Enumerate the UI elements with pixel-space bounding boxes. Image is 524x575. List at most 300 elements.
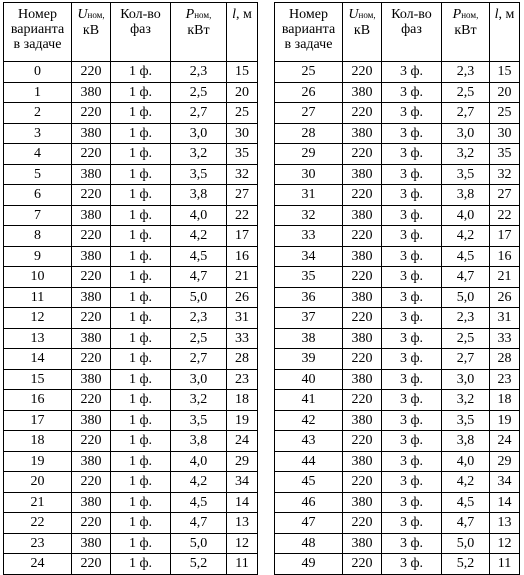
cell-left-variant: 13 [4, 328, 72, 349]
cell-left-length: 28 [227, 349, 258, 370]
table-row [4, 123, 520, 144]
cell-right-voltage: 380 [343, 82, 382, 103]
cell-left-power: 2,7 [171, 103, 227, 124]
cell-left-power: 4,7 [171, 267, 227, 288]
cell-right-length: 34 [490, 472, 520, 493]
cell-right-length: 16 [490, 246, 520, 267]
cell-left-phases: 1 ф. [111, 533, 171, 554]
cell-left-variant: 17 [4, 410, 72, 431]
cell-gap [258, 349, 275, 370]
cell-gap [258, 267, 275, 288]
table-row [4, 513, 520, 534]
cell-left-voltage: 380 [72, 164, 111, 185]
table-row [4, 328, 520, 349]
cell-right-length: 30 [490, 123, 520, 144]
table-row [4, 103, 520, 124]
cell-left-variant: 5 [4, 164, 72, 185]
cell-left-variant: 4 [4, 144, 72, 165]
header-row [4, 3, 520, 62]
cell-gap [258, 554, 275, 575]
cell-right-power: 2,3 [442, 62, 490, 83]
cell-gap [258, 103, 275, 124]
cell-right-variant: 44 [275, 451, 343, 472]
cell-right-power: 3,2 [442, 390, 490, 411]
cell-right-power: 3,0 [442, 369, 490, 390]
cell-left-power: 3,8 [171, 431, 227, 452]
cell-right-length: 23 [490, 369, 520, 390]
table-row [4, 287, 520, 308]
cell-right-length: 15 [490, 62, 520, 83]
cell-left-voltage: 380 [72, 492, 111, 513]
cell-right-length: 18 [490, 390, 520, 411]
cell-right-variant: 26 [275, 82, 343, 103]
cell-right-voltage: 380 [343, 328, 382, 349]
cell-left-variant: 20 [4, 472, 72, 493]
header-voltage-right: Uном, кВ [343, 3, 382, 62]
cell-left-phases: 1 ф. [111, 410, 171, 431]
cell-right-length: 26 [490, 287, 520, 308]
cell-gap [258, 82, 275, 103]
cell-right-power: 3,8 [442, 431, 490, 452]
table-row [4, 185, 520, 206]
cell-left-voltage: 220 [72, 349, 111, 370]
cell-gap [258, 185, 275, 206]
cell-left-power: 2,7 [171, 349, 227, 370]
cell-right-length: 21 [490, 267, 520, 288]
cell-gap [258, 451, 275, 472]
cell-left-voltage: 220 [72, 308, 111, 329]
cell-left-voltage: 220 [72, 390, 111, 411]
variants-table [3, 2, 520, 575]
cell-gap [258, 287, 275, 308]
header-power: Pном, кВт [171, 3, 227, 62]
cell-left-power: 2,3 [171, 62, 227, 83]
cell-right-voltage: 380 [343, 533, 382, 554]
cell-left-length: 14 [227, 492, 258, 513]
table-row [4, 62, 520, 83]
cell-right-length: 35 [490, 144, 520, 165]
cell-right-phases: 3 ф. [382, 123, 442, 144]
cell-left-phases: 1 ф. [111, 492, 171, 513]
cell-gap [258, 246, 275, 267]
cell-right-phases: 3 ф. [382, 308, 442, 329]
cell-left-variant: 24 [4, 554, 72, 575]
cell-left-variant: 16 [4, 390, 72, 411]
cell-right-length: 27 [490, 185, 520, 206]
cell-left-variant: 11 [4, 287, 72, 308]
cell-right-variant: 34 [275, 246, 343, 267]
cell-left-length: 26 [227, 287, 258, 308]
cell-right-length: 22 [490, 205, 520, 226]
cell-left-voltage: 380 [72, 82, 111, 103]
cell-left-power: 3,2 [171, 390, 227, 411]
cell-right-voltage: 380 [343, 369, 382, 390]
cell-right-length: 31 [490, 308, 520, 329]
cell-left-phases: 1 ф. [111, 246, 171, 267]
cell-right-variant: 38 [275, 328, 343, 349]
cell-gap [258, 205, 275, 226]
cell-right-variant: 43 [275, 431, 343, 452]
cell-right-phases: 3 ф. [382, 246, 442, 267]
header-phases: Кол-во фаз [111, 3, 171, 62]
cell-right-variant: 32 [275, 205, 343, 226]
cell-right-length: 33 [490, 328, 520, 349]
cell-right-voltage: 220 [343, 349, 382, 370]
cell-left-variant: 6 [4, 185, 72, 206]
header-variant-right: Номер варианта в задаче [275, 3, 343, 62]
cell-right-phases: 3 ф. [382, 267, 442, 288]
cell-left-length: 12 [227, 533, 258, 554]
cell-left-phases: 1 ф. [111, 267, 171, 288]
cell-left-length: 16 [227, 246, 258, 267]
cell-left-voltage: 380 [72, 287, 111, 308]
cell-left-voltage: 220 [72, 554, 111, 575]
cell-right-power: 4,0 [442, 451, 490, 472]
cell-left-length: 29 [227, 451, 258, 472]
table-row [4, 369, 520, 390]
cell-right-power: 3,8 [442, 185, 490, 206]
cell-right-voltage: 380 [343, 205, 382, 226]
cell-right-voltage: 380 [343, 164, 382, 185]
cell-left-power: 4,5 [171, 492, 227, 513]
cell-right-phases: 3 ф. [382, 431, 442, 452]
cell-right-power: 4,7 [442, 267, 490, 288]
cell-right-phases: 3 ф. [382, 62, 442, 83]
table-row [4, 533, 520, 554]
cell-right-phases: 3 ф. [382, 205, 442, 226]
cell-left-variant: 10 [4, 267, 72, 288]
cell-right-power: 2,7 [442, 349, 490, 370]
cell-right-phases: 3 ф. [382, 144, 442, 165]
cell-left-phases: 1 ф. [111, 185, 171, 206]
cell-right-length: 14 [490, 492, 520, 513]
cell-left-phases: 1 ф. [111, 554, 171, 575]
cell-left-power: 3,2 [171, 144, 227, 165]
cell-left-power: 2,5 [171, 328, 227, 349]
cell-right-length: 19 [490, 410, 520, 431]
cell-left-length: 11 [227, 554, 258, 575]
cell-left-variant: 1 [4, 82, 72, 103]
cell-gap [258, 533, 275, 554]
header-phases-right: Кол-во фаз [382, 3, 442, 62]
cell-gap [258, 431, 275, 452]
cell-left-phases: 1 ф. [111, 431, 171, 452]
cell-gap [258, 410, 275, 431]
cell-left-voltage: 220 [72, 185, 111, 206]
cell-left-voltage: 220 [72, 472, 111, 493]
cell-gap [258, 369, 275, 390]
cell-right-power: 5,2 [442, 554, 490, 575]
cell-left-variant: 18 [4, 431, 72, 452]
cell-left-length: 34 [227, 472, 258, 493]
cell-right-variant: 28 [275, 123, 343, 144]
cell-gap [258, 123, 275, 144]
cell-right-length: 28 [490, 349, 520, 370]
cell-right-voltage: 220 [343, 431, 382, 452]
cell-right-voltage: 220 [343, 554, 382, 575]
header-voltage: Uном, кВ [72, 3, 111, 62]
cell-left-voltage: 220 [72, 267, 111, 288]
cell-gap [258, 164, 275, 185]
cell-left-length: 15 [227, 62, 258, 83]
cell-left-phases: 1 ф. [111, 226, 171, 247]
cell-left-length: 25 [227, 103, 258, 124]
cell-gap [258, 390, 275, 411]
cell-right-variant: 41 [275, 390, 343, 411]
cell-right-variant: 25 [275, 62, 343, 83]
cell-left-power: 3,0 [171, 369, 227, 390]
cell-right-variant: 27 [275, 103, 343, 124]
cell-left-voltage: 220 [72, 103, 111, 124]
table-row [4, 410, 520, 431]
cell-gap [258, 144, 275, 165]
cell-left-voltage: 380 [72, 205, 111, 226]
cell-right-length: 12 [490, 533, 520, 554]
cell-gap [258, 62, 275, 83]
cell-left-voltage: 220 [72, 226, 111, 247]
cell-right-power: 2,5 [442, 82, 490, 103]
cell-left-power: 3,8 [171, 185, 227, 206]
cell-left-variant: 7 [4, 205, 72, 226]
cell-right-voltage: 380 [343, 287, 382, 308]
cell-right-variant: 29 [275, 144, 343, 165]
cell-left-variant: 2 [4, 103, 72, 124]
cell-left-voltage: 220 [72, 513, 111, 534]
cell-left-length: 30 [227, 123, 258, 144]
cell-right-phases: 3 ф. [382, 226, 442, 247]
cell-left-power: 4,2 [171, 226, 227, 247]
cell-right-variant: 40 [275, 369, 343, 390]
cell-right-phases: 3 ф. [382, 287, 442, 308]
cell-right-variant: 37 [275, 308, 343, 329]
cell-right-length: 25 [490, 103, 520, 124]
cell-left-voltage: 220 [72, 144, 111, 165]
cell-left-length: 17 [227, 226, 258, 247]
header-variant: Номер варианта в задаче [4, 3, 72, 62]
cell-left-phases: 1 ф. [111, 472, 171, 493]
cell-right-voltage: 220 [343, 513, 382, 534]
cell-right-voltage: 220 [343, 226, 382, 247]
cell-left-variant: 14 [4, 349, 72, 370]
cell-right-length: 17 [490, 226, 520, 247]
cell-right-voltage: 220 [343, 390, 382, 411]
cell-right-variant: 45 [275, 472, 343, 493]
cell-left-length: 13 [227, 513, 258, 534]
cell-right-power: 5,0 [442, 533, 490, 554]
cell-left-phases: 1 ф. [111, 62, 171, 83]
cell-right-length: 32 [490, 164, 520, 185]
cell-left-phases: 1 ф. [111, 390, 171, 411]
cell-right-power: 2,5 [442, 328, 490, 349]
cell-left-power: 4,0 [171, 451, 227, 472]
cell-right-phases: 3 ф. [382, 82, 442, 103]
cell-right-variant: 49 [275, 554, 343, 575]
cell-left-power: 3,0 [171, 123, 227, 144]
cell-right-variant: 35 [275, 267, 343, 288]
table-row [4, 82, 520, 103]
cell-left-length: 19 [227, 410, 258, 431]
cell-left-power: 2,5 [171, 82, 227, 103]
cell-right-phases: 3 ф. [382, 103, 442, 124]
cell-gap [258, 472, 275, 493]
cell-left-variant: 9 [4, 246, 72, 267]
cell-right-phases: 3 ф. [382, 328, 442, 349]
cell-left-variant: 8 [4, 226, 72, 247]
cell-left-length: 31 [227, 308, 258, 329]
table-row [4, 205, 520, 226]
cell-right-variant: 39 [275, 349, 343, 370]
cell-left-variant: 21 [4, 492, 72, 513]
cell-right-length: 13 [490, 513, 520, 534]
cell-right-power: 4,7 [442, 513, 490, 534]
cell-left-power: 5,2 [171, 554, 227, 575]
cell-left-phases: 1 ф. [111, 144, 171, 165]
cell-right-voltage: 380 [343, 246, 382, 267]
cell-left-variant: 23 [4, 533, 72, 554]
cell-right-variant: 46 [275, 492, 343, 513]
cell-right-power: 2,3 [442, 308, 490, 329]
cell-right-voltage: 380 [343, 492, 382, 513]
cell-gap [258, 492, 275, 513]
cell-right-voltage: 220 [343, 185, 382, 206]
table-row [4, 431, 520, 452]
cell-left-power: 3,5 [171, 164, 227, 185]
table-row [4, 349, 520, 370]
cell-left-power: 2,3 [171, 308, 227, 329]
cell-right-phases: 3 ф. [382, 410, 442, 431]
cell-left-variant: 0 [4, 62, 72, 83]
cell-left-voltage: 380 [72, 328, 111, 349]
cell-left-variant: 19 [4, 451, 72, 472]
cell-right-variant: 36 [275, 287, 343, 308]
cell-right-phases: 3 ф. [382, 513, 442, 534]
cell-right-power: 4,2 [442, 226, 490, 247]
cell-right-power: 3,2 [442, 144, 490, 165]
cell-right-voltage: 220 [343, 308, 382, 329]
cell-left-power: 4,5 [171, 246, 227, 267]
cell-left-voltage: 220 [72, 431, 111, 452]
cell-left-length: 21 [227, 267, 258, 288]
cell-left-power: 3,5 [171, 410, 227, 431]
cell-left-phases: 1 ф. [111, 205, 171, 226]
cell-left-phases: 1 ф. [111, 513, 171, 534]
cell-right-voltage: 380 [343, 123, 382, 144]
cell-gap [258, 308, 275, 329]
cell-left-power: 5,0 [171, 287, 227, 308]
cell-left-variant: 22 [4, 513, 72, 534]
cell-left-length: 22 [227, 205, 258, 226]
cell-left-power: 4,2 [171, 472, 227, 493]
cell-right-voltage: 220 [343, 62, 382, 83]
cell-right-length: 24 [490, 431, 520, 452]
cell-right-power: 3,0 [442, 123, 490, 144]
cell-right-phases: 3 ф. [382, 390, 442, 411]
cell-left-length: 33 [227, 328, 258, 349]
cell-right-power: 4,0 [442, 205, 490, 226]
cell-left-phases: 1 ф. [111, 308, 171, 329]
cell-right-voltage: 380 [343, 451, 382, 472]
table-row [4, 267, 520, 288]
cell-right-length: 29 [490, 451, 520, 472]
table-row [4, 246, 520, 267]
cell-left-phases: 1 ф. [111, 349, 171, 370]
cell-right-voltage: 220 [343, 267, 382, 288]
cell-right-voltage: 220 [343, 103, 382, 124]
cell-left-voltage: 220 [72, 62, 111, 83]
table-row [4, 451, 520, 472]
cell-right-power: 4,5 [442, 492, 490, 513]
cell-left-length: 20 [227, 82, 258, 103]
cell-left-phases: 1 ф. [111, 328, 171, 349]
cell-right-power: 3,5 [442, 410, 490, 431]
header-power-right: Pном, кВт [442, 3, 490, 62]
cell-right-phases: 3 ф. [382, 369, 442, 390]
cell-right-phases: 3 ф. [382, 349, 442, 370]
cell-right-voltage: 380 [343, 410, 382, 431]
table-row [4, 226, 520, 247]
table-row [4, 492, 520, 513]
cell-right-variant: 31 [275, 185, 343, 206]
cell-left-variant: 12 [4, 308, 72, 329]
cell-left-phases: 1 ф. [111, 451, 171, 472]
cell-right-phases: 3 ф. [382, 533, 442, 554]
cell-left-length: 27 [227, 185, 258, 206]
cell-left-length: 24 [227, 431, 258, 452]
cell-left-phases: 1 ф. [111, 369, 171, 390]
cell-left-phases: 1 ф. [111, 123, 171, 144]
cell-right-power: 2,7 [442, 103, 490, 124]
cell-left-phases: 1 ф. [111, 103, 171, 124]
cell-left-variant: 3 [4, 123, 72, 144]
cell-right-phases: 3 ф. [382, 164, 442, 185]
table-row [4, 308, 520, 329]
cell-right-phases: 3 ф. [382, 472, 442, 493]
cell-right-variant: 30 [275, 164, 343, 185]
cell-right-length: 11 [490, 554, 520, 575]
cell-left-voltage: 380 [72, 533, 111, 554]
cell-right-length: 20 [490, 82, 520, 103]
cell-left-voltage: 380 [72, 246, 111, 267]
table-row [4, 390, 520, 411]
table-row [4, 144, 520, 165]
cell-left-phases: 1 ф. [111, 164, 171, 185]
cell-right-power: 5,0 [442, 287, 490, 308]
cell-left-voltage: 380 [72, 123, 111, 144]
table-body [4, 62, 520, 575]
cell-right-power: 4,5 [442, 246, 490, 267]
header-gap [258, 3, 275, 62]
cell-left-length: 18 [227, 390, 258, 411]
cell-left-voltage: 380 [72, 369, 111, 390]
table-row [4, 472, 520, 493]
cell-left-phases: 1 ф. [111, 82, 171, 103]
cell-right-phases: 3 ф. [382, 451, 442, 472]
cell-left-voltage: 380 [72, 451, 111, 472]
table-row [4, 164, 520, 185]
cell-right-voltage: 220 [343, 144, 382, 165]
cell-left-variant: 15 [4, 369, 72, 390]
header-length-right: l, м [490, 3, 520, 62]
header-length: l, м [227, 3, 258, 62]
cell-right-voltage: 220 [343, 472, 382, 493]
cell-left-power: 5,0 [171, 533, 227, 554]
cell-right-variant: 33 [275, 226, 343, 247]
cell-right-phases: 3 ф. [382, 554, 442, 575]
cell-gap [258, 226, 275, 247]
cell-right-phases: 3 ф. [382, 492, 442, 513]
cell-left-phases: 1 ф. [111, 287, 171, 308]
cell-left-voltage: 380 [72, 410, 111, 431]
